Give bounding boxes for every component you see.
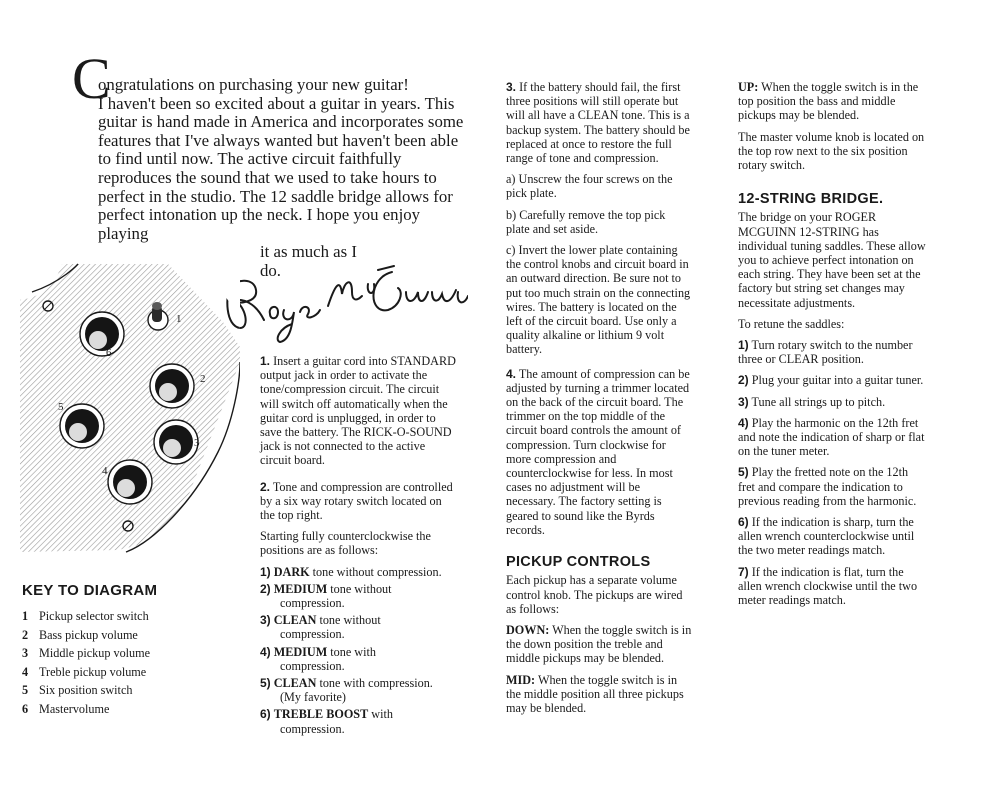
pickup-controls-heading: PICKUP CONTROLS <box>506 554 651 571</box>
guitar-pickguard-diagram <box>18 262 240 558</box>
section-3: 3. If the battery should fail, the first three positions will still operate but will all have a CLEAN tone. This is a backup system. The battery should be replaced at once to restore the full range of tone and compression. <box>506 80 690 166</box>
diagram-label-1: 1 <box>176 313 182 325</box>
letter-tail: it as much as I do. <box>260 242 357 280</box>
diagram-label-4: 4 <box>102 465 108 477</box>
master-volume-note: The master volume knob is located on the top row next to the six position rotary switch. <box>738 129 925 173</box>
position-item: 3) CLEAN tone without compression. <box>260 613 381 642</box>
retune-step: 2) Plug your guitar into a guitar tuner. <box>738 373 924 388</box>
retune-step: 4) Play the harmonic on the 12th fret and note the indication of sharp or flat on the tuner meter. <box>738 415 925 459</box>
key-item: 4 Treble pickup volume <box>22 664 147 679</box>
step-b: b) Carefully remove the top pick plate and set aside. <box>506 207 666 236</box>
down-position: DOWN: When the toggle switch is in the down position the treble and middle pickups may be blended. <box>506 622 692 666</box>
retune-intro: To retune the saddles: <box>738 316 845 331</box>
letter-lead: ongratulations on purchasing your new guitar! <box>98 75 409 94</box>
key-title: KEY TO DIAGRAM <box>22 582 158 599</box>
pickup-controls-text: Each pickup has a separate volume control knob. The pickups are wired as follows: <box>506 573 683 616</box>
letter-body: I haven't been so excited about a guitar in years. This guitar is hand made in America and incorporates some features that I've always wanted but haven't been able to find until now. The active circuit faithfully reproduces the sound that we used to take hours to perfect in the studio. The 12 saddle bridge allows for perfect intonation up the neck. I hope you enjoy playing <box>98 93 464 243</box>
step-a: a) Unscrew the four screws on the pick plate. <box>506 172 673 201</box>
key-item: 6 Mastervolume <box>22 701 110 716</box>
retune-step: 7) If the indication is flat, turn the allen wrench clockwise until the two meter readings match. <box>738 564 918 608</box>
instructions-column-1 <box>260 354 456 739</box>
position-item: 4) MEDIUM tone with compression. <box>260 644 376 673</box>
position-item: 6) TREBLE BOOST with compression. <box>260 707 393 736</box>
instructions-column-3 <box>738 80 926 614</box>
diagram-label-6: 6 <box>106 347 112 359</box>
signature-image <box>218 248 468 348</box>
up-position: UP: When the toggle switch is in the top position the bass and middle pickups may be blended. <box>738 80 919 123</box>
bridge-text: The bridge on your ROGER MCGUINN 12-STRING has individual tuning saddles. These allow you to achieve perfect intonation on each string. They have been set at the factory but string set changes may necessitate adjustments. <box>738 210 926 310</box>
section-4: 4. The amount of compression can be adjusted by turning a trimmer located on the back of the circuit board. The trimmer on the top middle of the circuit board controls the amount of compression. Turn clockwise for more compression and counterclockwise for less. In most cases no adjustment will be necessary. The factory setting is geared to sound like the Byrds records. <box>506 366 690 537</box>
section-2: 2. Tone and compression are controlled by a six way rotary switch located on the top right. <box>260 479 453 523</box>
mid-position: MID: When the toggle switch is in the middle position all three pickups may be blended. <box>506 672 684 715</box>
section-1: 1. Insert a guitar cord into STANDARD output jack in order to activate the tone/compression circuit. The circuit will switch off automatically when the guitar cord is unplugged, in order to save the battery. The RICK-O-SOUND jack is not connected to the active circuit board. <box>260 354 456 468</box>
position-item: 2) MEDIUM tone without compression. <box>260 581 392 611</box>
diagram-label-2: 2 <box>200 373 206 385</box>
knob-3-icon <box>154 420 198 464</box>
diagram-label-3: 3 <box>194 437 200 449</box>
key-list <box>22 607 150 719</box>
key-item: 5 Six position switch <box>22 683 133 698</box>
knob-4-icon <box>108 460 152 504</box>
knob-6-icon <box>80 312 124 356</box>
knob-5-icon <box>60 404 104 448</box>
diagram-label-5: 5 <box>58 401 64 413</box>
retune-step: 5) Play the fretted note on the 12th fret and compare the indication to previous reading from the harmonic. <box>738 465 917 508</box>
retune-step: 1) Turn rotary switch to the number three or CLEAR position. <box>738 338 913 367</box>
positions-list <box>260 565 456 736</box>
retune-step: 6) If the indication is sharp, turn the allen wrench counterclockwise until the two meter readings match. <box>738 515 915 558</box>
instructions-column-2 <box>506 80 692 722</box>
bridge-heading: 12-STRING BRIDGE. <box>738 191 884 208</box>
retune-step: 3) Tune all strings up to pitch. <box>738 394 886 409</box>
drop-cap: C <box>72 46 111 111</box>
key-item: 3 Middle pickup volume <box>22 646 151 661</box>
key-item: 2 Bass pickup volume <box>22 627 138 642</box>
step-c: c) Invert the lower plate containing the control knobs and circuit board in an outward direction. Be sure not to put too much strain on the connecting wires. The battery is located on the left of the circuit board. Use only a quality alkaline or lithium 9 volt battery. <box>506 243 691 357</box>
key-item: 1 Pickup selector switch <box>22 609 149 623</box>
knob-2-icon <box>150 364 194 408</box>
positions-intro: Starting fully counterclockwise the positions are as follows: <box>260 529 431 558</box>
position-item: 5) CLEAN tone with compression. (My favorite) <box>260 676 433 705</box>
position-item: 1) DARK tone without compression. <box>260 564 442 579</box>
